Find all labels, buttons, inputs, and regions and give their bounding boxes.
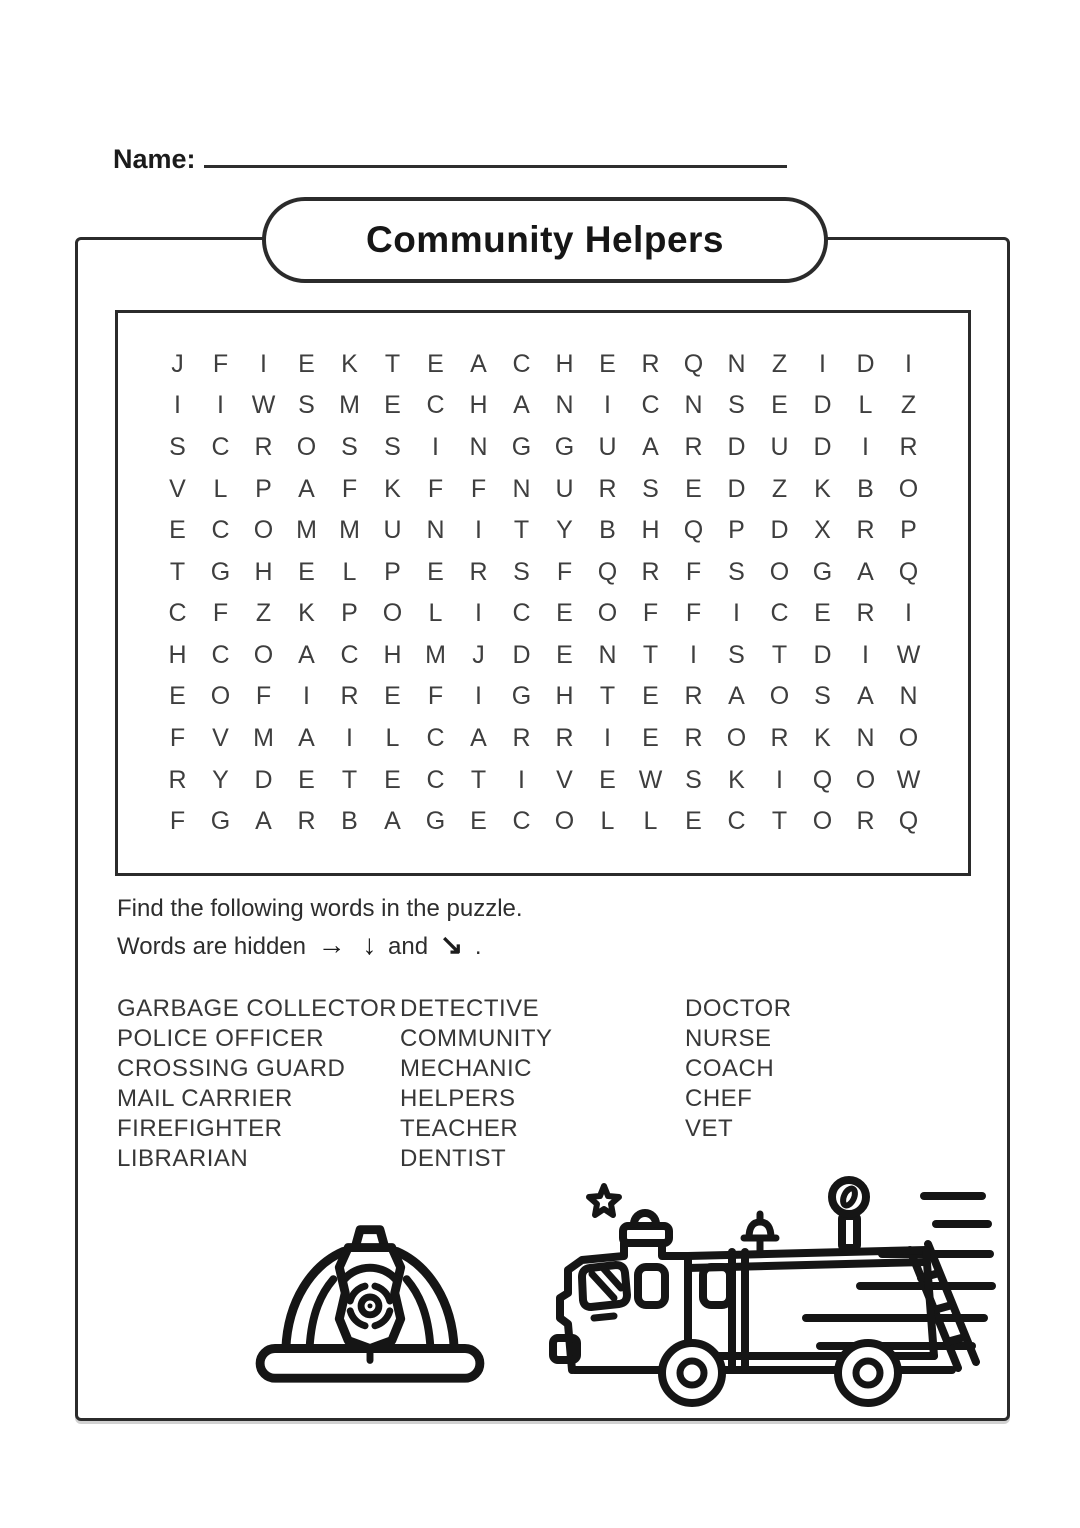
instructions-line-1: Find the following words in the puzzle. [117, 895, 523, 922]
grid-letter: S [642, 474, 659, 503]
grid-letter: G [425, 807, 446, 836]
grid-letter: R [168, 765, 187, 794]
grid-letter: O [769, 682, 790, 711]
grid-letter: R [297, 807, 316, 836]
grid-letter: D [813, 640, 832, 669]
grid-letter: N [899, 682, 918, 711]
grid-letter: E [384, 391, 401, 420]
grid-letter: O [769, 557, 790, 586]
grid-letter: H [555, 349, 574, 378]
grid-letter: O [253, 640, 274, 669]
instructions [117, 891, 523, 965]
grid-letter: A [298, 724, 315, 753]
grid-letter: C [727, 807, 746, 836]
grid-letter: W [638, 765, 663, 794]
grid-letter: C [426, 391, 445, 420]
grid-letter: E [169, 516, 186, 545]
word-list-item: COACH [685, 1055, 775, 1082]
grid-letter: E [384, 682, 401, 711]
grid-letter: R [770, 724, 789, 753]
grid-letter: R [856, 599, 875, 628]
page-title: Community Helpers [365, 219, 724, 260]
grid-letter: E [427, 557, 444, 586]
grid-letter: C [211, 432, 230, 461]
grid-letter: N [727, 349, 746, 378]
word-list-column-2 [400, 994, 552, 1174]
grid-letter: T [384, 349, 401, 378]
grid-letter: F [212, 599, 229, 628]
grid-letter: E [814, 599, 831, 628]
grid-letter: E [298, 349, 315, 378]
grid-letter: F [169, 724, 186, 753]
grid-letter: I [260, 349, 267, 378]
grid-letter: T [771, 807, 788, 836]
grid-letter: O [253, 516, 274, 545]
grid-letter: C [168, 599, 187, 628]
grid-letter: K [298, 599, 315, 628]
word-list-item: VET [685, 1115, 734, 1142]
grid-letter: G [210, 557, 231, 586]
grid-letter: B [341, 807, 358, 836]
arrow-down-icon: ↓ [362, 929, 377, 960]
grid-letter: F [470, 474, 487, 503]
grid-letter: A [255, 807, 272, 836]
instructions-and-text: and [388, 933, 429, 960]
grid-letter: N [856, 724, 875, 753]
word-list-column-3 [685, 994, 792, 1144]
grid-letter: I [604, 391, 611, 420]
grid-letter: E [556, 640, 573, 669]
grid-letter: A [728, 682, 745, 711]
grid-letter: E [685, 474, 702, 503]
grid-letter: A [642, 432, 659, 461]
grid-letter: G [554, 432, 575, 461]
grid-letter: J [171, 349, 184, 378]
grid-letter: Q [898, 807, 919, 836]
grid-letter: E [427, 349, 444, 378]
grid-letter: C [512, 349, 531, 378]
word-list-item: CROSSING GUARD [117, 1055, 346, 1082]
word-list-item: MAIL CARRIER [117, 1085, 293, 1112]
grid-letter: I [475, 516, 482, 545]
grid-letter: I [174, 391, 181, 420]
grid-letter: C [512, 599, 531, 628]
grid-letter: C [211, 516, 230, 545]
grid-letter: T [513, 516, 530, 545]
grid-letter: M [296, 516, 317, 545]
grid-letter: N [555, 391, 574, 420]
grid-letter: I [733, 599, 740, 628]
grid-letter: F [169, 807, 186, 836]
grid-letter: W [896, 640, 921, 669]
grid-letter: E [169, 682, 186, 711]
grid-letter: E [298, 557, 315, 586]
grid-letter: I [475, 599, 482, 628]
grid-letter: R [899, 432, 918, 461]
grid-letter: C [340, 640, 359, 669]
grid-letter: E [470, 807, 487, 836]
grid-letter: I [819, 349, 826, 378]
grid-letter: Q [898, 557, 919, 586]
grid-letter: T [599, 682, 616, 711]
grid-letter: C [211, 640, 230, 669]
word-list-item: DENTIST [400, 1145, 507, 1172]
grid-letter: W [896, 765, 921, 794]
grid-letter: I [905, 349, 912, 378]
grid-letter: P [341, 599, 358, 628]
word-list-item: DETECTIVE [400, 995, 540, 1022]
grid-letter: S [298, 391, 315, 420]
grid-letter: R [641, 557, 660, 586]
name-row [113, 141, 787, 175]
grid-letter: N [512, 474, 531, 503]
grid-letter: V [169, 474, 186, 503]
word-list-item: CHEF [685, 1085, 753, 1112]
grid-letter: I [303, 682, 310, 711]
grid-letter: L [342, 557, 357, 586]
grid-letter: O [554, 807, 575, 836]
grid-letter: C [770, 599, 789, 628]
grid-letter: C [641, 391, 660, 420]
grid-letter: O [898, 474, 919, 503]
grid-letter: H [254, 557, 273, 586]
grid-letter: B [857, 474, 874, 503]
grid-letter: Y [212, 765, 229, 794]
word-list-item: FIREFIGHTER [117, 1115, 283, 1142]
grid-letter: O [726, 724, 747, 753]
grid-letter: Q [597, 557, 618, 586]
grid-letter: R [684, 432, 703, 461]
fire-truck-icon [520, 1166, 998, 1410]
grid-letter: D [813, 391, 832, 420]
grid-letter: I [905, 599, 912, 628]
grid-letter: D [813, 432, 832, 461]
grid-letter: R [340, 682, 359, 711]
grid-letter: T [642, 640, 659, 669]
grid-letter: M [425, 640, 446, 669]
grid-letter: S [814, 682, 831, 711]
grid-letter: D [727, 474, 746, 503]
word-list-item: LIBRARIAN [117, 1145, 249, 1172]
grid-letter: R [598, 474, 617, 503]
word-list-item: NURSE [685, 1025, 772, 1052]
grid-letter: G [812, 557, 833, 586]
word-list-item: GARBAGE COLLECTOR [117, 995, 398, 1022]
grid-letter: U [383, 516, 402, 545]
instructions-line-2-text: Words are hidden [117, 933, 306, 960]
name-blank-line [204, 141, 787, 168]
grid-letter: A [470, 349, 487, 378]
grid-letter: N [684, 391, 703, 420]
name-label: Name: [113, 144, 196, 174]
grid-letter: L [643, 807, 658, 836]
grid-letter: L [858, 391, 873, 420]
grid-letter: K [728, 765, 745, 794]
grid-letter: K [341, 349, 358, 378]
grid-letter: E [642, 724, 659, 753]
grid-letter: S [728, 557, 745, 586]
grid-letter: A [384, 807, 401, 836]
grid-letter: E [298, 765, 315, 794]
grid-letter: A [857, 682, 874, 711]
word-list-column-1 [117, 994, 397, 1174]
grid-letter: D [770, 516, 789, 545]
grid-letter: N [469, 432, 488, 461]
grid-letter: F [341, 474, 358, 503]
grid-letter: E [556, 599, 573, 628]
grid-letter: Q [683, 349, 704, 378]
grid-letter: U [770, 432, 789, 461]
grid-letter: K [384, 474, 401, 503]
grid-letter: I [604, 724, 611, 753]
grid-letter: E [599, 765, 616, 794]
grid-letter: D [254, 765, 273, 794]
grid-letter: Z [771, 349, 788, 378]
arrow-diagonal-icon: ↘ [439, 929, 464, 960]
grid-letter: O [296, 432, 317, 461]
grid-letter: W [251, 391, 276, 420]
grid-letter: F [685, 557, 702, 586]
grid-letter: U [598, 432, 617, 461]
grid-letter: F [255, 682, 272, 711]
word-list-item: DOCTOR [685, 995, 792, 1022]
grid-letter: F [212, 349, 229, 378]
grid-letter: C [426, 724, 445, 753]
grid-letter: R [856, 807, 875, 836]
grid-letter: T [169, 557, 186, 586]
grid-letter: T [771, 640, 788, 669]
grid-letter: L [385, 724, 400, 753]
grid-letter: I [518, 765, 525, 794]
grid-letter: B [599, 516, 616, 545]
grid-letter: H [555, 682, 574, 711]
grid-letter: R [641, 349, 660, 378]
grid-letter: I [217, 391, 224, 420]
grid-letter: S [685, 765, 702, 794]
grid-letter: M [253, 724, 274, 753]
grid-letter: T [470, 765, 487, 794]
grid-letter: S [728, 640, 745, 669]
grid-letter: R [512, 724, 531, 753]
grid-letter: J [472, 640, 485, 669]
grid-letter: Y [556, 516, 573, 545]
grid-letter: O [597, 599, 618, 628]
grid-letter: F [427, 474, 444, 503]
grid-letter: O [898, 724, 919, 753]
grid-letter: F [556, 557, 573, 586]
grid-letter: H [168, 640, 187, 669]
firefighter-helmet-icon [246, 1200, 494, 1398]
grid-letter: E [685, 807, 702, 836]
grid-letter: F [685, 599, 702, 628]
word-list-item: HELPERS [400, 1085, 516, 1112]
word-list-item: POLICE OFFICER [117, 1025, 325, 1052]
word-list-item: TEACHER [400, 1115, 519, 1142]
grid-letter: S [513, 557, 530, 586]
instructions-period: . [474, 933, 482, 960]
grid-letter: R [684, 724, 703, 753]
grid-letter: I [432, 432, 439, 461]
grid-letter: O [210, 682, 231, 711]
grid-letter: C [426, 765, 445, 794]
grid-letter: L [428, 599, 443, 628]
grid-letter: S [384, 432, 401, 461]
grid-letter: A [298, 640, 315, 669]
word-list-item: COMMUNITY [400, 1025, 553, 1052]
grid-letter: A [470, 724, 487, 753]
grid-letter: T [341, 765, 358, 794]
letter-grid [156, 343, 930, 842]
grid-letter: G [210, 807, 231, 836]
grid-letter: E [642, 682, 659, 711]
grid-letter: F [642, 599, 659, 628]
grid-letter: M [339, 391, 360, 420]
grid-letter: U [555, 474, 574, 503]
grid-letter: R [254, 432, 273, 461]
grid-letter: I [475, 682, 482, 711]
grid-letter: O [812, 807, 833, 836]
grid-letter: E [599, 349, 616, 378]
grid-letter: R [684, 682, 703, 711]
grid-letter: E [771, 391, 788, 420]
grid-letter: S [728, 391, 745, 420]
grid-letter: H [469, 391, 488, 420]
grid-letter: K [814, 474, 831, 503]
grid-letter: Z [255, 599, 272, 628]
grid-letter: Q [683, 516, 704, 545]
grid-letter: A [298, 474, 315, 503]
grid-letter: D [512, 640, 531, 669]
grid-letter: R [555, 724, 574, 753]
grid-letter: H [641, 516, 660, 545]
grid-letter: F [427, 682, 444, 711]
grid-letter: N [426, 516, 445, 545]
grid-letter: G [511, 682, 532, 711]
grid-letter: L [213, 474, 228, 503]
word-search-grid-box [115, 310, 971, 876]
title-banner [262, 197, 828, 283]
grid-letter: N [598, 640, 617, 669]
grid-letter: Q [812, 765, 833, 794]
grid-letter: I [862, 640, 869, 669]
grid-letter: D [856, 349, 875, 378]
grid-letter: Z [771, 474, 788, 503]
grid-letter: X [814, 516, 831, 545]
grid-letter: P [255, 474, 272, 503]
grid-letter: D [727, 432, 746, 461]
grid-letter: I [690, 640, 697, 669]
grid-letter: L [600, 807, 615, 836]
grid-letter: A [857, 557, 874, 586]
grid-letter: R [856, 516, 875, 545]
grid-letter: I [862, 432, 869, 461]
grid-letter: V [556, 765, 573, 794]
instructions-line-2 [117, 927, 523, 965]
grid-letter: Z [900, 391, 917, 420]
grid-letter: C [512, 807, 531, 836]
grid-letter: P [384, 557, 401, 586]
grid-letter: A [513, 391, 530, 420]
arrow-right-icon: → [317, 929, 346, 960]
grid-letter: I [776, 765, 783, 794]
grid-letter: O [855, 765, 876, 794]
grid-letter: R [469, 557, 488, 586]
grid-letter: G [511, 432, 532, 461]
grid-letter: I [346, 724, 353, 753]
grid-letter: P [728, 516, 745, 545]
grid-letter: H [383, 640, 402, 669]
grid-letter: P [900, 516, 917, 545]
grid-letter: O [382, 599, 403, 628]
grid-letter: S [341, 432, 358, 461]
grid-letter: S [169, 432, 186, 461]
grid-letter: M [339, 516, 360, 545]
word-list-item: MECHANIC [400, 1055, 533, 1082]
grid-letter: K [814, 724, 831, 753]
grid-letter: V [212, 724, 229, 753]
grid-letter: E [384, 765, 401, 794]
